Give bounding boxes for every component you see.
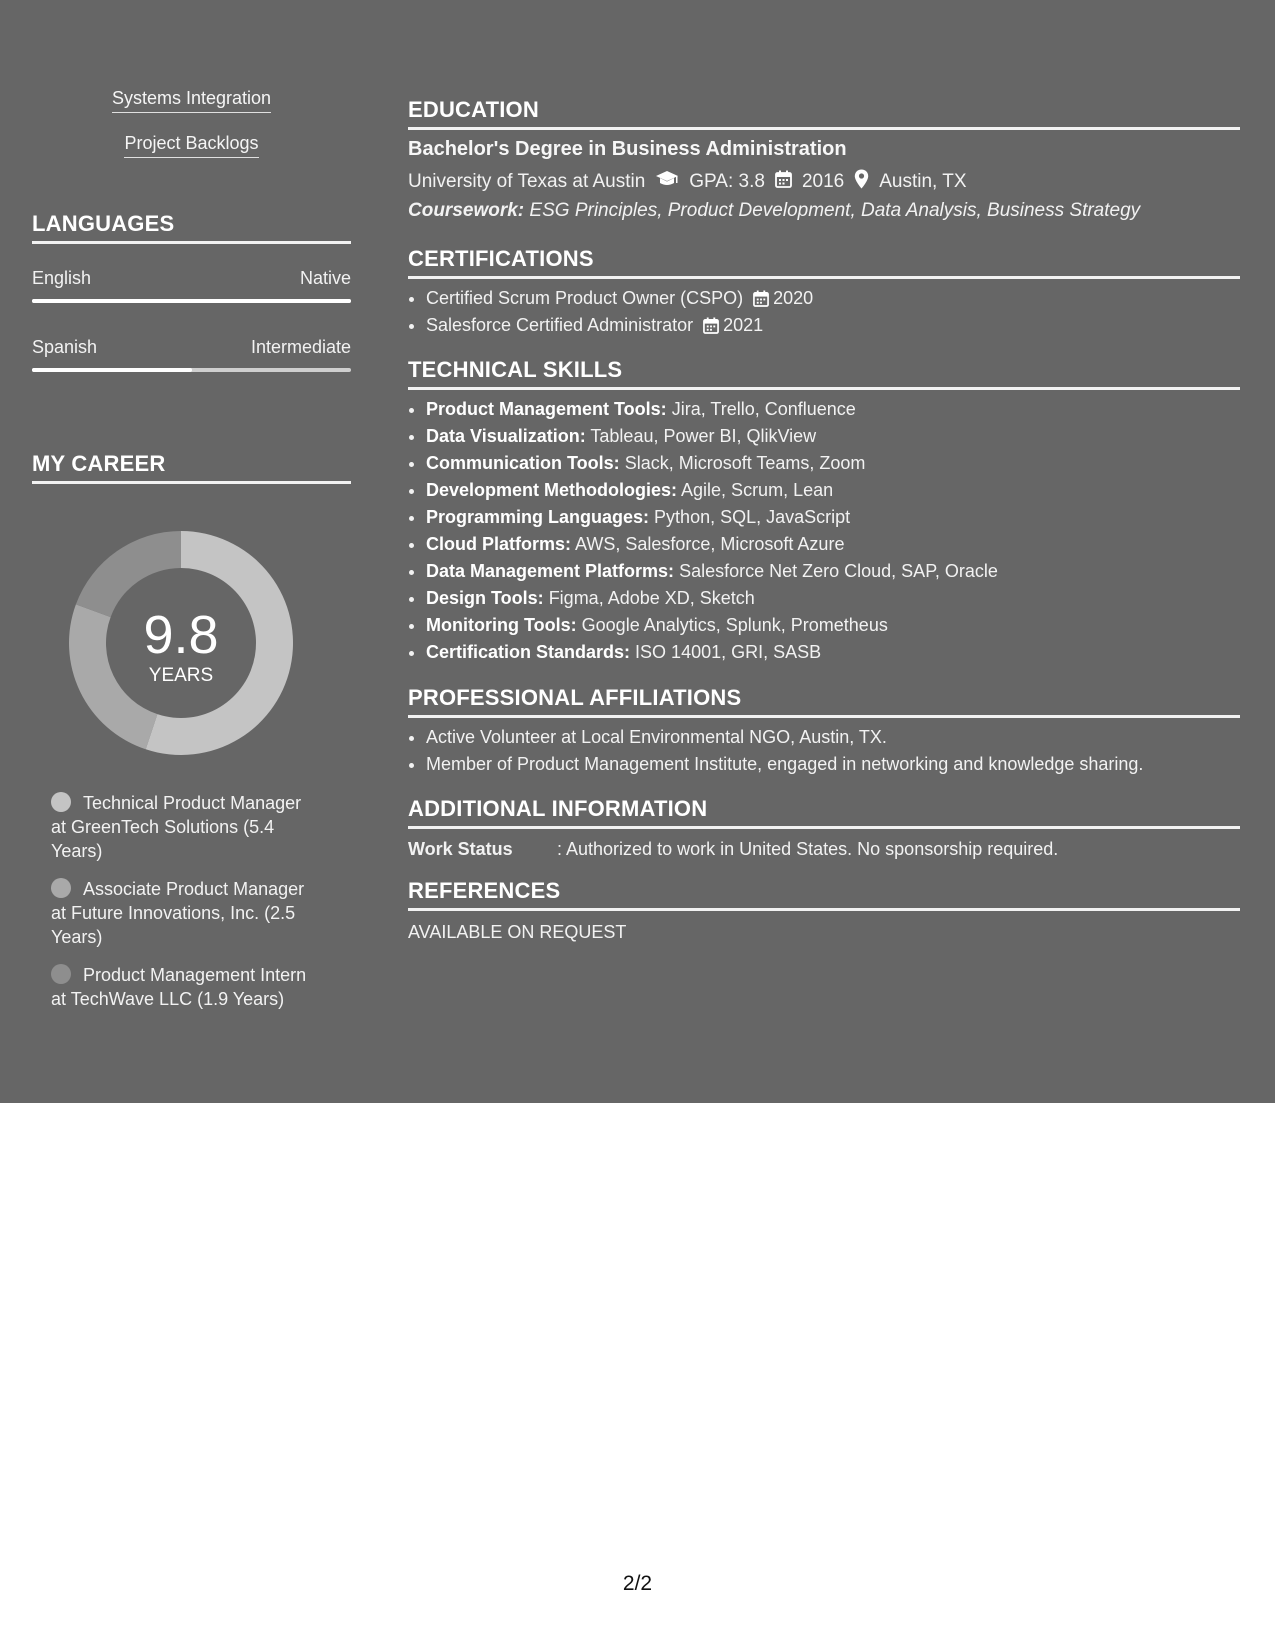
language-name: Spanish xyxy=(32,337,98,357)
certifications-list xyxy=(408,285,1240,339)
education-school: University of Texas at Austin xyxy=(408,171,646,192)
list-item xyxy=(426,612,1240,639)
certification-name: Certified Scrum Product Owner (CSPO) xyxy=(426,288,744,308)
education-title: EDUCATION xyxy=(408,97,1240,130)
language-level: Native xyxy=(299,268,351,288)
education-location: Austin, TX xyxy=(879,171,967,192)
certification-year: 2020 xyxy=(773,288,814,308)
list-item xyxy=(426,531,1240,558)
career-legend-dot xyxy=(51,964,71,984)
education-gpa: GPA: 3.8 xyxy=(689,171,765,192)
career-legend-dot xyxy=(51,878,71,898)
list-item xyxy=(426,504,1240,531)
work-status-value: : Authorized to work in United States. No sponsorship required. xyxy=(557,839,1059,859)
skill-label: Communication Tools: xyxy=(426,453,620,473)
affiliations-list xyxy=(408,724,1240,778)
career-item-label: Associate Product Manager at Future Innovations, Inc. (2.5 Years) xyxy=(51,879,305,947)
language-item-english xyxy=(32,268,351,303)
list-item xyxy=(426,477,1240,504)
location-pin-icon xyxy=(854,169,869,195)
skill-value: Tableau, Power BI, QlikView xyxy=(590,426,817,446)
skill-tag-wrap xyxy=(32,88,351,113)
list-item: • Member of Product Management Institute, engaged in networking and knowledge sharing. xyxy=(426,751,1240,778)
list-item xyxy=(426,450,1240,477)
list-item xyxy=(426,639,1240,666)
career-item-label: Product Management Intern at TechWave LLC (1.9 Years) xyxy=(51,965,307,1009)
skill-label: Cloud Platforms: xyxy=(426,534,572,554)
certification-year: 2021 xyxy=(723,315,764,335)
list-item xyxy=(426,423,1240,450)
references-text: AVAILABLE ON REQUEST xyxy=(408,922,627,942)
calendar-icon xyxy=(753,288,769,315)
language-item-spanish xyxy=(32,337,351,372)
skill-tag: Systems Integration xyxy=(112,88,271,113)
skill-tag-wrap xyxy=(32,133,351,158)
language-bar xyxy=(32,299,351,303)
list-item xyxy=(426,558,1240,585)
skill-value: Agile, Scrum, Lean xyxy=(681,480,834,500)
references-title: REFERENCES xyxy=(408,878,1240,911)
work-status-label: Work Status xyxy=(408,839,513,859)
skill-value: AWS, Salesforce, Microsoft Azure xyxy=(575,534,845,554)
skill-value: Salesforce Net Zero Cloud, SAP, Oracle xyxy=(679,561,998,581)
graduation-cap-icon xyxy=(655,170,679,194)
technical-skills-title: TECHNICAL SKILLS xyxy=(408,357,1240,390)
skill-value: Jira, Trello, Confluence xyxy=(671,399,856,419)
calendar-icon xyxy=(775,170,792,194)
list-item xyxy=(426,396,1240,423)
career-title: MY CAREER xyxy=(32,451,351,484)
language-bar-fill xyxy=(32,299,351,303)
career-legend-dot xyxy=(51,792,71,812)
language-bar-fill xyxy=(32,368,192,372)
list-item xyxy=(426,312,1240,339)
career-total-value: 9.8 xyxy=(143,605,219,665)
skill-value: ISO 14001, GRI, SASB xyxy=(635,642,822,662)
career-item xyxy=(51,877,321,949)
list-item xyxy=(426,285,1240,312)
skill-label: Certification Standards: xyxy=(426,642,631,662)
education-year: 2016 xyxy=(801,171,845,192)
languages-title: LANGUAGES xyxy=(32,211,351,244)
skill-label: Programming Languages: xyxy=(426,507,650,527)
career-item xyxy=(51,963,321,1011)
page-number: 2/2 xyxy=(622,1572,653,1595)
coursework-label: Coursework: xyxy=(408,200,525,221)
career-total-unit: YEARS xyxy=(148,665,214,686)
skill-label: Design Tools: xyxy=(426,588,544,608)
additional-info-title: ADDITIONAL INFORMATION xyxy=(408,796,1240,829)
skill-label: Data Visualization: xyxy=(426,426,586,446)
technical-skills-list xyxy=(408,396,1240,666)
certification-name: Salesforce Certified Administrator xyxy=(426,315,694,335)
certifications-title: CERTIFICATIONS xyxy=(408,246,1240,279)
skill-value: Slack, Microsoft Teams, Zoom xyxy=(624,453,866,473)
coursework-value: ESG Principles, Product Development, Data Analysis, Business Strategy xyxy=(529,200,1141,221)
language-name: English xyxy=(32,268,92,288)
career-item xyxy=(51,791,321,863)
skill-value: Figma, Adobe XD, Sketch xyxy=(548,588,755,608)
work-status-row xyxy=(408,839,1240,860)
career-item-label: Technical Product Manager at GreenTech Solutions (5.4 Years) xyxy=(51,793,302,861)
education-details xyxy=(408,169,1240,195)
list-item xyxy=(426,585,1240,612)
skill-label: Monitoring Tools: xyxy=(426,615,577,635)
skill-label: Development Methodologies: xyxy=(426,480,678,500)
skill-label: Data Management Platforms: xyxy=(426,561,675,581)
career-donut-chart xyxy=(66,528,296,758)
skill-value: Google Analytics, Splunk, Prometheus xyxy=(581,615,888,635)
skill-tag: Project Backlogs xyxy=(124,133,258,158)
education-coursework xyxy=(408,200,1240,222)
skill-label: Product Management Tools: xyxy=(426,399,667,419)
skill-value: Python, SQL, JavaScript xyxy=(654,507,851,527)
affiliations-title: PROFESSIONAL AFFILIATIONS xyxy=(408,685,1240,718)
education-degree: Bachelor's Degree in Business Administration xyxy=(408,138,847,160)
language-bar xyxy=(32,368,351,372)
list-item: • Active Volunteer at Local Environmental NGO, Austin, TX. xyxy=(426,724,1240,751)
language-level: Intermediate xyxy=(250,337,351,357)
calendar-icon xyxy=(703,315,719,342)
